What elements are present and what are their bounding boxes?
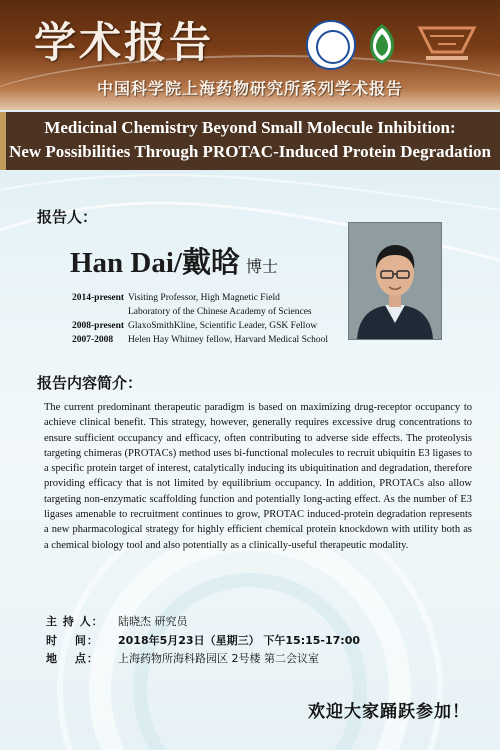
poster-subtitle: 中国科学院上海药物研究所系列学术报告 xyxy=(96,79,403,98)
host-value: 陆晓杰 研究员 xyxy=(118,615,188,628)
poster-title: 学术报告 xyxy=(34,18,215,67)
cv-desc: Helen Hay Whitney fellow, Harvard Medical School xyxy=(128,335,328,345)
place-value: 上海药物所海科路园区 2号楼 第二会议室 xyxy=(118,652,319,665)
speaker-name-line xyxy=(70,240,278,281)
talk-title-line-1: Medicinal Chemistry Beyond Small Molecule Inhibition: xyxy=(44,118,456,137)
welcome-message: 欢迎大家踊跃参加！ xyxy=(308,702,470,722)
abstract-text: The current predominant therapeutic paradigm is based on maximizing drug-receptor occupancy to achieve clinical benefit. This strategy, however, generally requires excessive drug concentrations to ensure sufficient occupancy and efficacy, often contributing to adverse side effects. The proteolysis targeting chimeras (PROTACs) method uses bi-functional molecules to recruit ubiquitin E3 ligases to a specific protein target of interest, catalytically inducing its ubiquitination and degradation, therefore providing efficacy that is not limited by equilibrium occupancy. In addition, PROTACs also allow targeting non-enzymatic scaffolding function and potentially long-acting effect. As the number of E3 ligases amenable to recruitment continues to grow, PROTAC induced-protein degradation represents a new pharmacological strategy for highly efficient chemical protein knockdown with utility both as a chemical biology tool and also potentially as a clinically-useful therapeutic modality. xyxy=(44,402,472,551)
cas-logo xyxy=(306,20,356,70)
time-row xyxy=(46,632,360,651)
speaker-label: 报告人： xyxy=(37,208,98,226)
cv-desc: Laboratory of the Chinese Academy of Sciences xyxy=(128,307,312,317)
cv-years xyxy=(72,305,128,319)
abstract-label: 报告内容简介： xyxy=(37,374,143,392)
place-label: 地 点： xyxy=(46,652,99,665)
cv-row xyxy=(72,333,328,347)
cv-years: 2007-2008 xyxy=(72,335,114,345)
simm-logo xyxy=(362,22,402,66)
header-banner xyxy=(0,0,500,110)
host-row xyxy=(46,613,360,632)
speaker-cv xyxy=(72,291,328,347)
time-label: 时 间： xyxy=(46,633,99,647)
cv-row xyxy=(72,319,328,333)
cv-years: 2014-present xyxy=(72,293,125,303)
cv-row xyxy=(72,305,328,319)
time-value: 2018年5月23日（星期三） 下午15:15-17:00 xyxy=(118,633,360,647)
host-label: 主 持 人： xyxy=(46,615,104,628)
event-info xyxy=(46,613,360,669)
cv-desc: GlaxoSmithKline, Scientific Leader, GSK Fellow xyxy=(128,321,318,331)
speaker-photo xyxy=(348,222,442,340)
speaker-degree: 博士 xyxy=(246,257,279,276)
cv-years: 2008-present xyxy=(72,321,125,331)
talk-title-line-2: New Possibilities Through PROTAC-Induced Protein Degradation xyxy=(9,142,491,161)
place-row xyxy=(46,650,360,669)
speaker-name: Han Dai/戴晗 xyxy=(70,247,240,279)
cv-desc: Visiting Professor, High Magnetic Field xyxy=(128,293,280,303)
partner-logo xyxy=(416,22,478,64)
cv-row xyxy=(72,291,328,305)
